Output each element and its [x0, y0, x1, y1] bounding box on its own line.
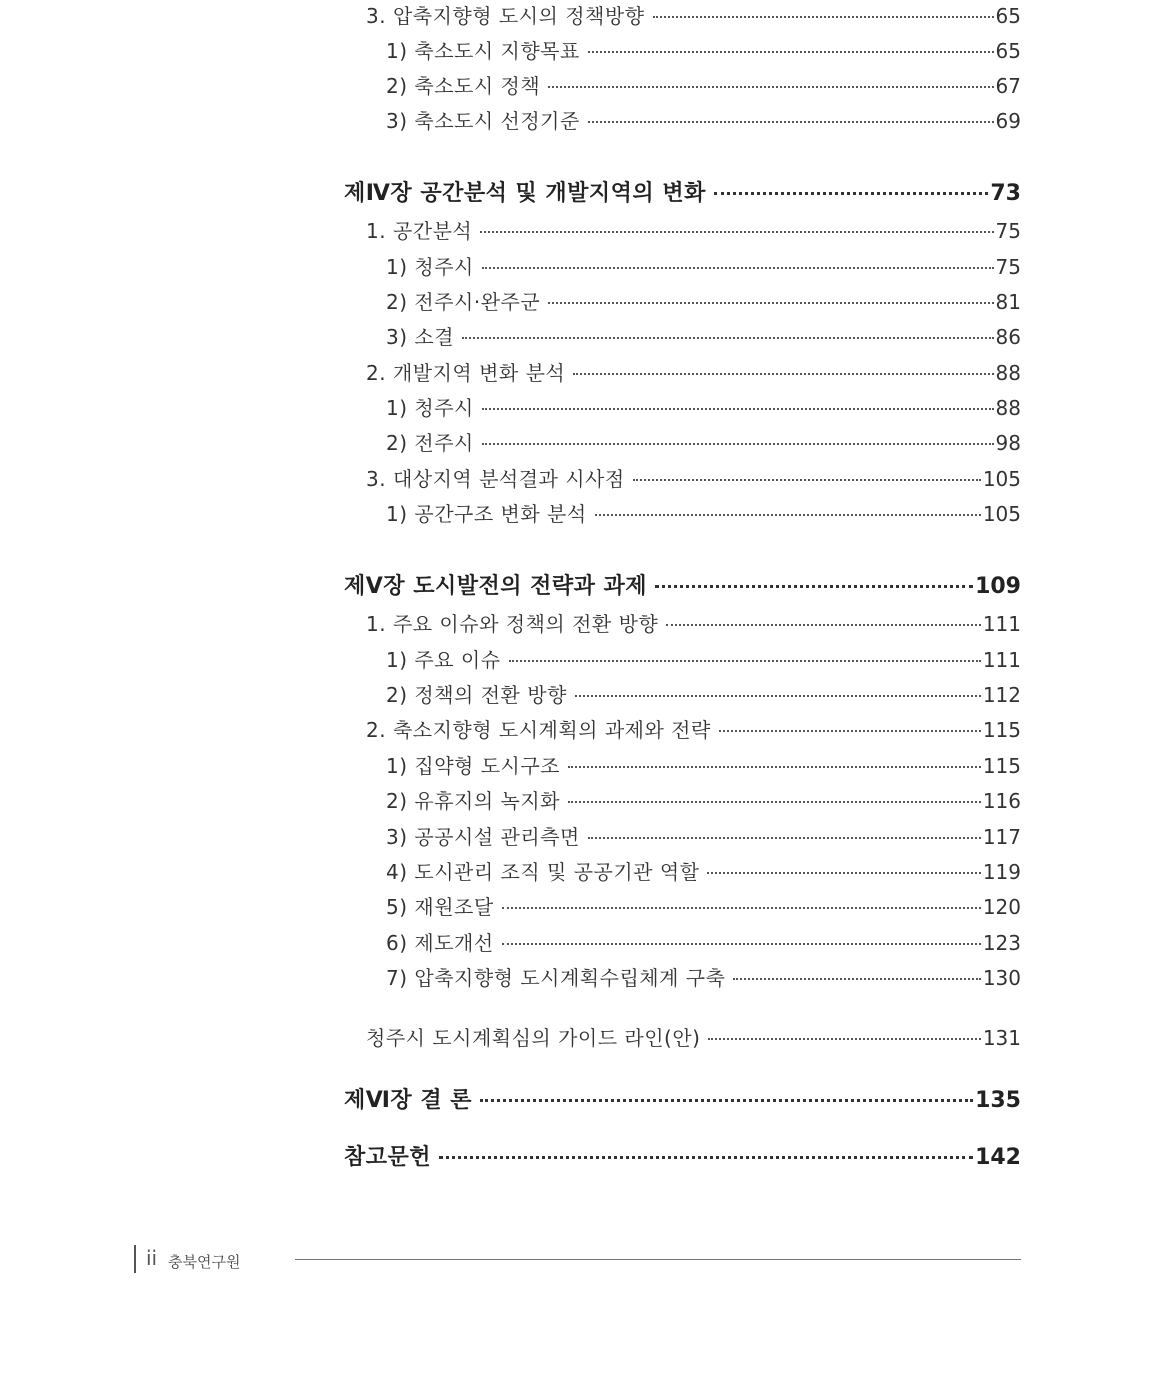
- toc-title: 제Ⅴ장 도시발전의 전략과 과제: [344, 574, 648, 599]
- toc-section[interactable]: [366, 215, 1021, 244]
- toc-page: 115: [982, 754, 1021, 778]
- toc-title: 7) 압축지향형 도시계획수립체계 구축: [386, 966, 726, 990]
- toc-subsection[interactable]: [386, 927, 1021, 956]
- leader-dots: [482, 443, 994, 445]
- toc-subsection[interactable]: [386, 286, 1021, 315]
- toc-page: 117: [982, 825, 1021, 849]
- toc-subsection[interactable]: [386, 679, 1021, 708]
- toc-page: 130: [982, 966, 1021, 990]
- footer-divider: [134, 1245, 136, 1273]
- toc-page: 142: [975, 1145, 1021, 1170]
- leader-dots: [568, 801, 981, 803]
- leader-dots: [439, 1156, 973, 1159]
- leader-dots: [568, 766, 981, 768]
- toc-title: 3) 축소도시 선정기준: [386, 109, 580, 133]
- toc-page: 88: [995, 361, 1021, 385]
- toc-title: 3. 압축지향형 도시의 정책방향: [366, 4, 645, 28]
- leader-dots: [653, 16, 994, 18]
- toc-page: 111: [982, 648, 1021, 672]
- toc-subsection[interactable]: [386, 498, 1021, 527]
- toc-title: 3) 소결: [386, 325, 455, 349]
- toc-title: 3. 대상지역 분석결과 시사점: [366, 467, 625, 491]
- leader-dots: [548, 302, 993, 304]
- toc-page: 115: [982, 718, 1021, 742]
- leader-dots: [588, 837, 981, 839]
- toc-section[interactable]: [366, 0, 1021, 29]
- toc-title: 1) 축소도시 지향목표: [386, 39, 580, 63]
- leader-dots: [502, 907, 981, 909]
- leader-dots: [480, 231, 993, 233]
- toc-section[interactable]: [366, 357, 1021, 386]
- toc-title: 1) 공간구조 변화 분석: [386, 502, 587, 526]
- toc-page: 120: [982, 895, 1021, 919]
- toc-title: 2. 축소지향형 도시계획의 과제와 전략: [366, 718, 711, 742]
- toc-title: 5) 재원조달: [386, 895, 494, 919]
- leader-dots: [707, 872, 980, 874]
- toc-section[interactable]: [366, 714, 1021, 743]
- toc-page: 69: [995, 109, 1021, 133]
- toc-subsection[interactable]: [386, 427, 1021, 456]
- leader-dots: [666, 624, 981, 626]
- toc-title: 1) 청주시: [386, 396, 474, 420]
- leader-dots: [719, 730, 981, 732]
- toc-title: 2) 유휴지의 녹지화: [386, 789, 560, 813]
- toc-subsection[interactable]: [386, 321, 1021, 350]
- toc-title: 2) 축소도시 정책: [386, 74, 541, 98]
- toc-subsection[interactable]: [386, 856, 1021, 885]
- toc-subsection[interactable]: [386, 105, 1021, 134]
- toc-subsection[interactable]: [386, 70, 1021, 99]
- toc-subsection[interactable]: [386, 35, 1021, 64]
- leader-dots: [575, 695, 981, 697]
- toc-chapter[interactable]: [344, 569, 1021, 600]
- toc-title: 참고문헌: [344, 1145, 432, 1170]
- toc-title: 2) 전주시·완주군: [386, 290, 541, 314]
- toc-page: 131: [982, 1026, 1021, 1050]
- toc-subsection[interactable]: [386, 750, 1021, 779]
- organization-name: 충북연구원: [168, 1253, 241, 1271]
- leader-dots: [588, 51, 994, 53]
- toc-title: 3) 공공시설 관리측면: [386, 825, 580, 849]
- leader-dots: [588, 121, 994, 123]
- leader-dots: [733, 978, 980, 980]
- toc-title: 1) 주요 이슈: [386, 648, 501, 672]
- toc-page: 116: [982, 789, 1021, 813]
- toc-page: 67: [995, 74, 1021, 98]
- leader-dots: [548, 86, 993, 88]
- toc-page: 65: [995, 4, 1021, 28]
- toc-page: 75: [995, 255, 1021, 279]
- toc-chapter[interactable]: [344, 1140, 1021, 1171]
- toc-page: 123: [982, 931, 1021, 955]
- toc-chapter[interactable]: [344, 1083, 1021, 1114]
- toc-title: 4) 도시관리 조직 및 공공기관 역할: [386, 860, 700, 884]
- leader-dots: [633, 479, 981, 481]
- toc-page: 109: [975, 574, 1021, 599]
- toc-page: 88: [995, 396, 1021, 420]
- leader-dots: [655, 585, 973, 588]
- leader-dots: [462, 337, 994, 339]
- toc-subsection[interactable]: [386, 644, 1021, 673]
- toc-subsection[interactable]: [386, 251, 1021, 280]
- toc-section[interactable]: [366, 1022, 1021, 1051]
- toc-subsection[interactable]: [386, 891, 1021, 920]
- toc-title: 2. 개발지역 변화 분석: [366, 361, 566, 385]
- leader-dots: [482, 408, 994, 410]
- leader-dots: [714, 192, 989, 195]
- leader-dots: [509, 660, 981, 662]
- toc-page: 135: [975, 1088, 1021, 1113]
- toc-title: 1) 집약형 도시구조: [386, 754, 560, 778]
- toc-subsection[interactable]: [386, 962, 1021, 991]
- toc-title: 1. 공간분석: [366, 219, 473, 243]
- toc-title: 2) 전주시: [386, 431, 474, 455]
- leader-dots: [502, 943, 981, 945]
- toc-page: 73: [990, 181, 1021, 206]
- toc-page: 65: [995, 39, 1021, 63]
- toc-page: 112: [982, 683, 1021, 707]
- toc-page: 98: [995, 431, 1021, 455]
- toc-section[interactable]: [366, 463, 1021, 492]
- toc-title: 2) 정책의 전환 방향: [386, 683, 567, 707]
- toc-page: 75: [995, 219, 1021, 243]
- toc-title: 제Ⅳ장 공간분석 및 개발지역의 변화: [344, 181, 706, 206]
- toc-page: 119: [982, 860, 1021, 884]
- toc-title: 1. 주요 이슈와 정책의 전환 방향: [366, 612, 659, 636]
- toc-chapter[interactable]: [344, 176, 1021, 207]
- toc-page: 105: [982, 467, 1021, 491]
- toc-page: 111: [982, 612, 1021, 636]
- page-number: ii: [146, 1246, 158, 1270]
- toc-page: 81: [995, 290, 1021, 314]
- toc-title: 청주시 도시계획심의 가이드 라인(안): [366, 1026, 701, 1050]
- toc-page: 105: [982, 502, 1021, 526]
- toc-section[interactable]: [366, 608, 1021, 637]
- toc-subsection[interactable]: [386, 821, 1021, 850]
- toc-subsection[interactable]: [386, 785, 1021, 814]
- leader-dots: [595, 514, 981, 516]
- leader-dots: [708, 1038, 980, 1040]
- toc-title: 제Ⅵ장 결 론: [344, 1088, 473, 1113]
- toc-title: 6) 제도개선: [386, 931, 494, 955]
- leader-dots: [573, 373, 993, 375]
- toc-title: 1) 청주시: [386, 255, 474, 279]
- toc-subsection[interactable]: [386, 392, 1021, 421]
- footer-rule: [295, 1259, 1021, 1260]
- leader-dots: [482, 267, 994, 269]
- toc-page: 86: [995, 325, 1021, 349]
- leader-dots: [480, 1099, 973, 1102]
